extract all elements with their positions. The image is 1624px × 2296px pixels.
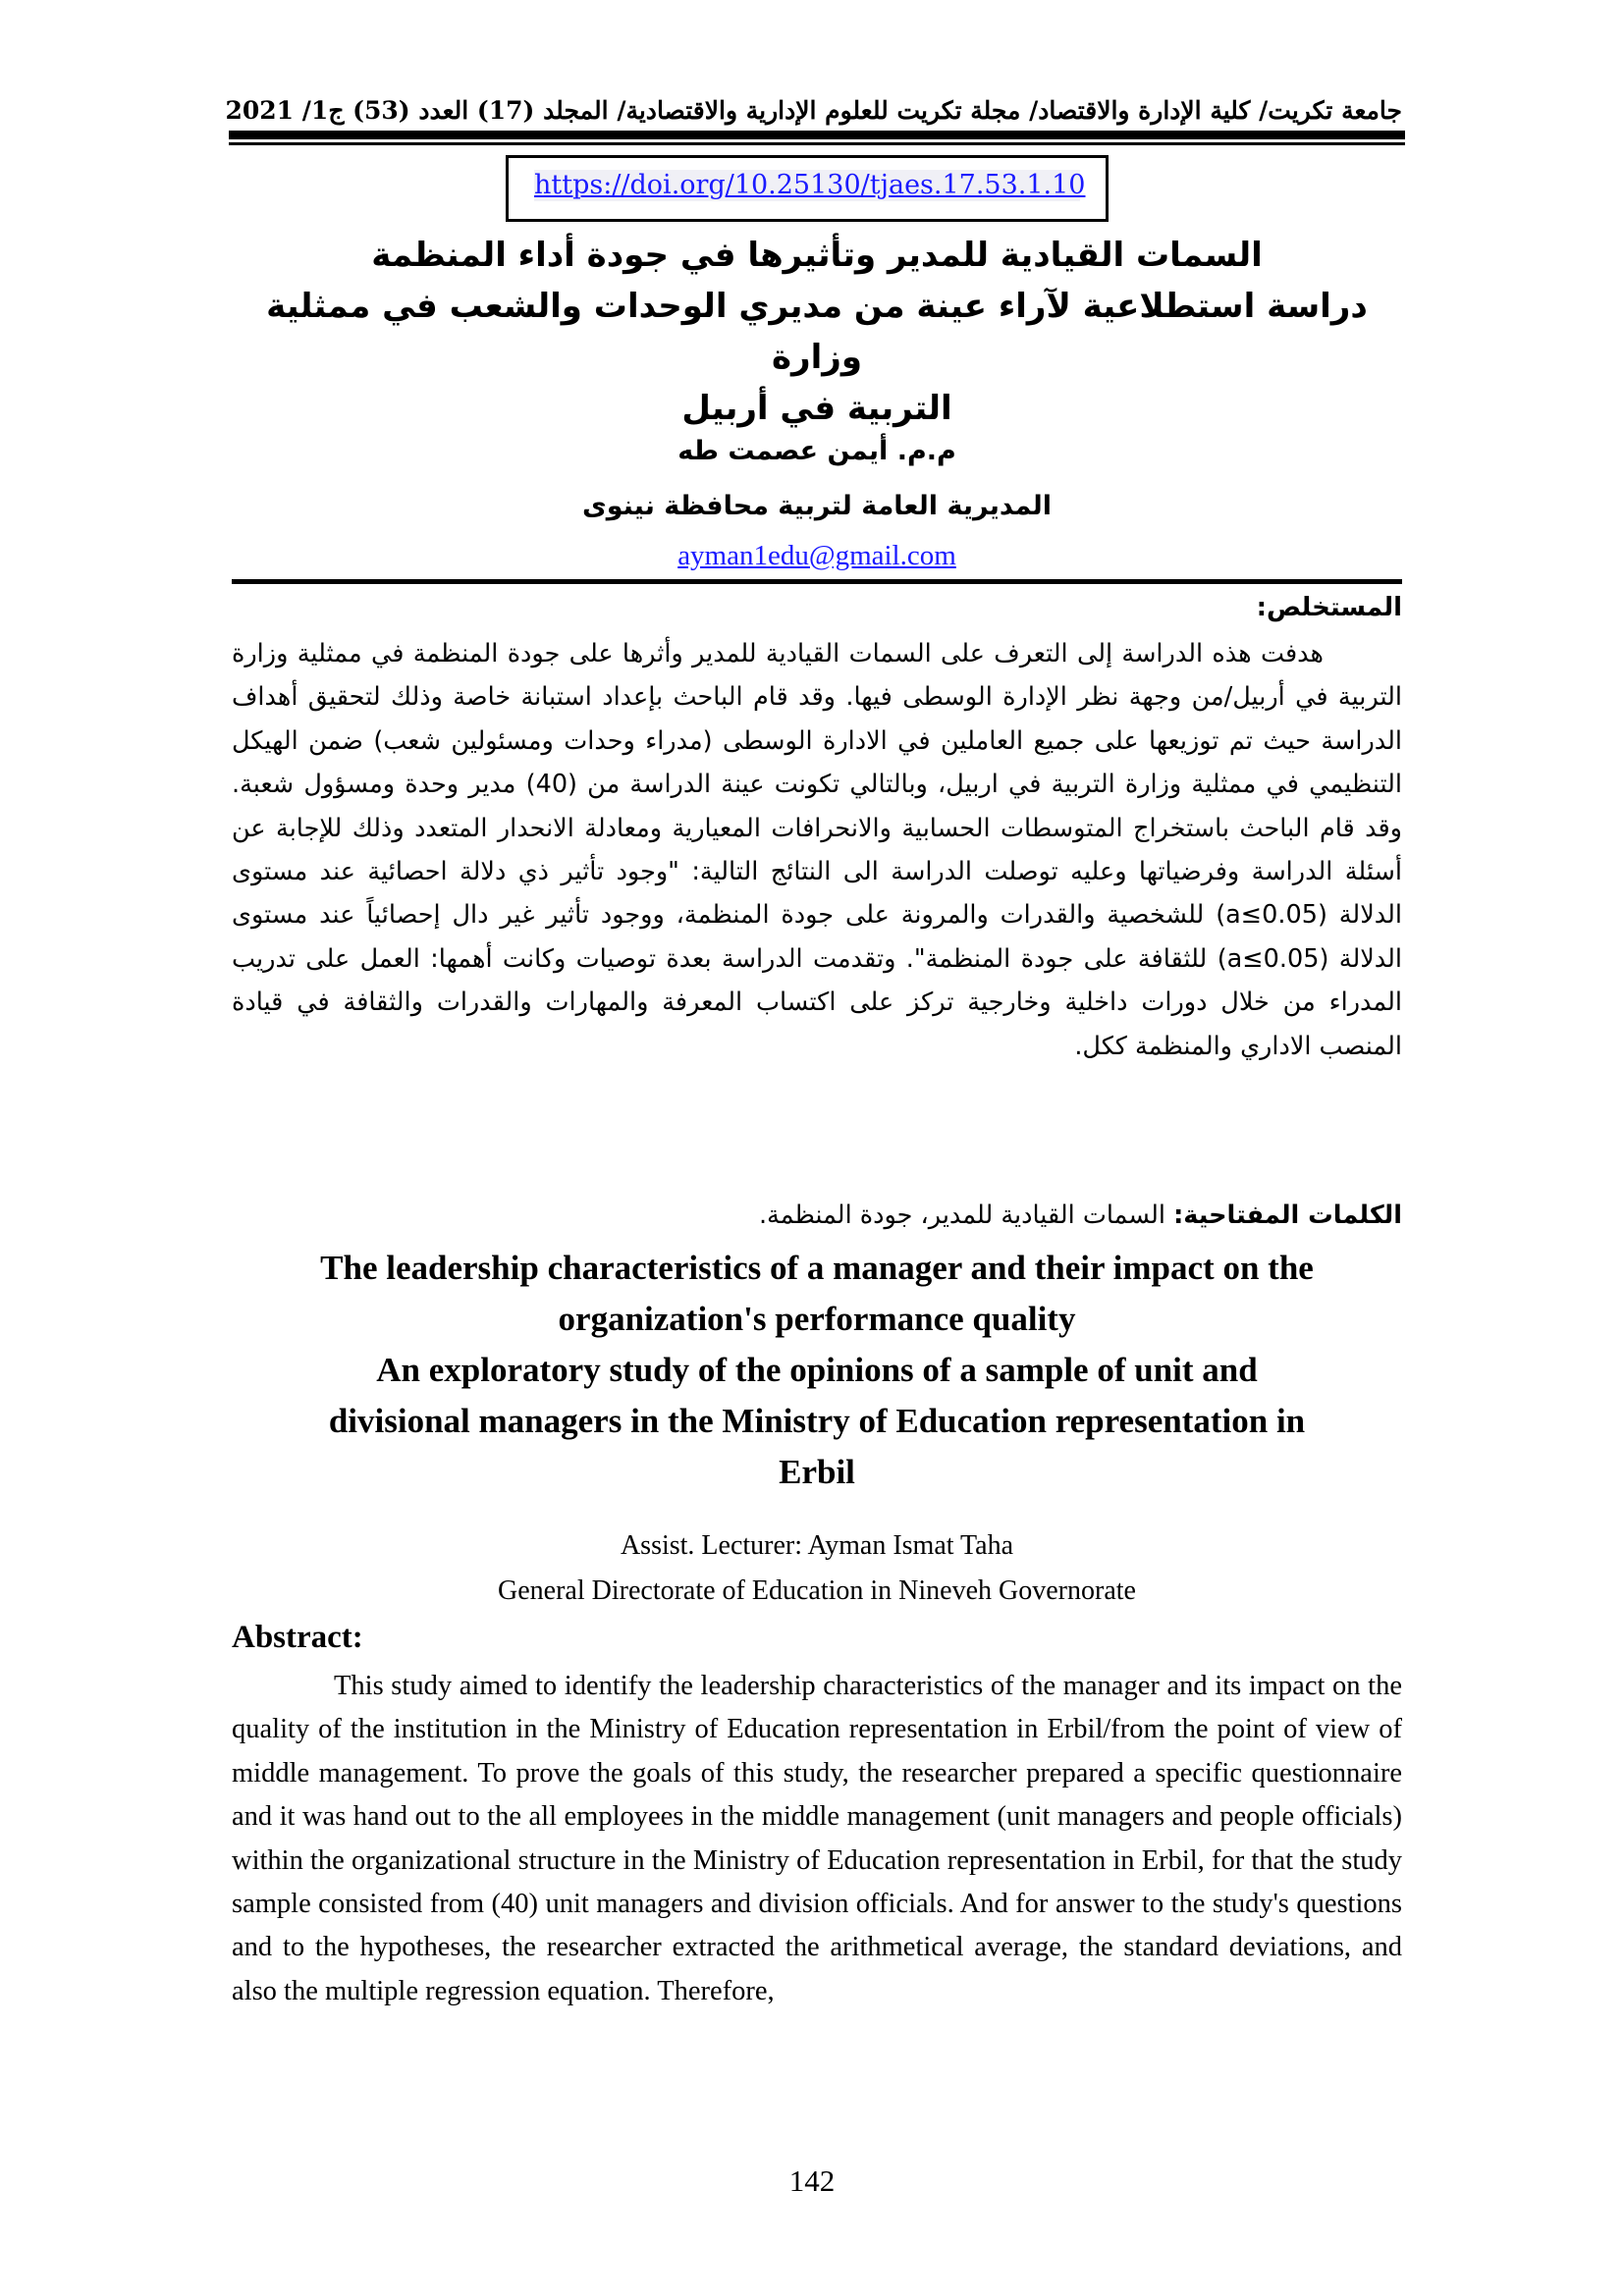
section-divider <box>232 579 1402 584</box>
arabic-affiliation: المديرية العامة لتربية محافظة نينوى <box>581 491 1052 521</box>
english-abstract-heading: Abstract: <box>232 1620 363 1655</box>
english-author: Assist. Lecturer: Ayman Ismat Taha <box>620 1530 1014 1561</box>
english-title-line: organization's performance quality <box>558 1300 1076 1338</box>
page-number: 142 <box>788 2163 836 2198</box>
doi-box <box>506 155 1109 222</box>
english-title-line: divisional managers in the Ministry of Education representation in <box>328 1402 1306 1440</box>
arabic-keywords <box>232 1196 1402 1235</box>
arabic-keywords-text: السمات القيادية للمدير، جودة المنظمة. <box>758 1201 1165 1230</box>
english-title <box>232 1243 1402 1498</box>
arabic-abstract-heading: المستخلص: <box>1256 593 1402 622</box>
doi-link[interactable]: https://doi.org/10.25130/tjaes.17.53.1.10 <box>534 170 1086 200</box>
header-rule-thin <box>229 142 1405 145</box>
arabic-abstract-body: هدفت هذه الدراسة إلى التعرف على السمات القيادية للمدير وأثرها على جودة المنظمة في ممثلية وزارة التربية في أربيل/من وجهة نظر الإدارة الوسطى فيها. وقد قام الباحث بإعداد استبانة خاصة وذلك لتحقيق أهداف الدراسة حيث تم توزيعها على جميع العاملين في الادارة الوسطى (مدراء وحدات ومسئولين شعب) ضمن الهيكل التنظيمي في ممثلية وزارة التربية في اربيل، وبالتالي تكونت عينة الدراسة من (40) مدير وحدة ومسؤول شعبة. وقد قام الباحث باستخراج المتوسطات الحسابية والانحرافات المعيارية ومعادلة الانحدار المتعدد وذلك للإجابة عن أسئلة الدراسة وفرضياتها وعليه توصلت الدراسة الى النتائج التالية: "وجود تأثير ذي دلالة احصائية عند مستوى الدلالة (0.05≥a) للشخصية والقدرات والمرونة على جودة المنظمة، ووجود تأثير غير دال إحصائياً عند مستوى الدلالة (0.05≥a) للثقافة على جودة المنظمة". وتقدمت الدراسة بعدة توصيات وكانت أهمها: العمل على تدريب المدراء من خلال دورات داخلية وخارجية تركز على اكتساب المعرفة والمهارات والقدرات والثقافة في قيادة المنصب الاداري والمنظمة ككل. <box>232 639 1402 1061</box>
arabic-title-line: السمات القيادية للمدير وتأثيرها في جودة أداء المنظمة <box>371 236 1263 275</box>
english-abstract-body: This study aimed to identify the leadership characteristics of the manager and its impact on the quality of the institution in the Ministry of Education representation in Erbil/from the point of view of middle management. To prove the goals of this study, the researcher prepared a specific questionnaire and it was hand out to the all employees in the middle management (unit managers and people officials) within the organizational structure in the Ministry of Education representation in Erbil, for that the study sample consisted from (40) unit managers and division officials. And for answer to the study's questions and to the hypotheses, the researcher extracted the arithmetical average, the standard deviations, and also the multiple regression equation. Therefore, <box>232 1671 1402 2006</box>
arabic-title-line: دراسة استطلاعية لآراء عينة من مديري الوحدات والشعب في ممثلية وزارة <box>266 287 1368 377</box>
english-title-line: An exploratory study of the opinions of a sample of unit and <box>376 1351 1258 1389</box>
english-title-line: The leadership characteristics of a manager and their impact on the <box>320 1249 1314 1287</box>
arabic-title-line: التربية في أربيل <box>681 389 952 428</box>
journal-running-head: جامعة تكريت/ كلية الإدارة والاقتصاد/ مجلة تكريت للعلوم الإدارية والاقتصادية/ المجلد (17) العدد (53) ج1/ 2021 <box>225 96 1402 125</box>
arabic-title <box>232 230 1402 434</box>
arabic-author: م.م. أيمن عصمت طه <box>677 436 956 466</box>
header-rule-thick <box>229 131 1405 139</box>
english-affiliation: General Directorate of Education in Nineveh Governorate <box>498 1575 1136 1606</box>
arabic-keywords-label: الكلمات المفتاحية: <box>1173 1201 1402 1230</box>
english-title-line: Erbil <box>779 1453 855 1491</box>
author-email-link[interactable]: ayman1edu@gmail.com <box>677 540 956 571</box>
